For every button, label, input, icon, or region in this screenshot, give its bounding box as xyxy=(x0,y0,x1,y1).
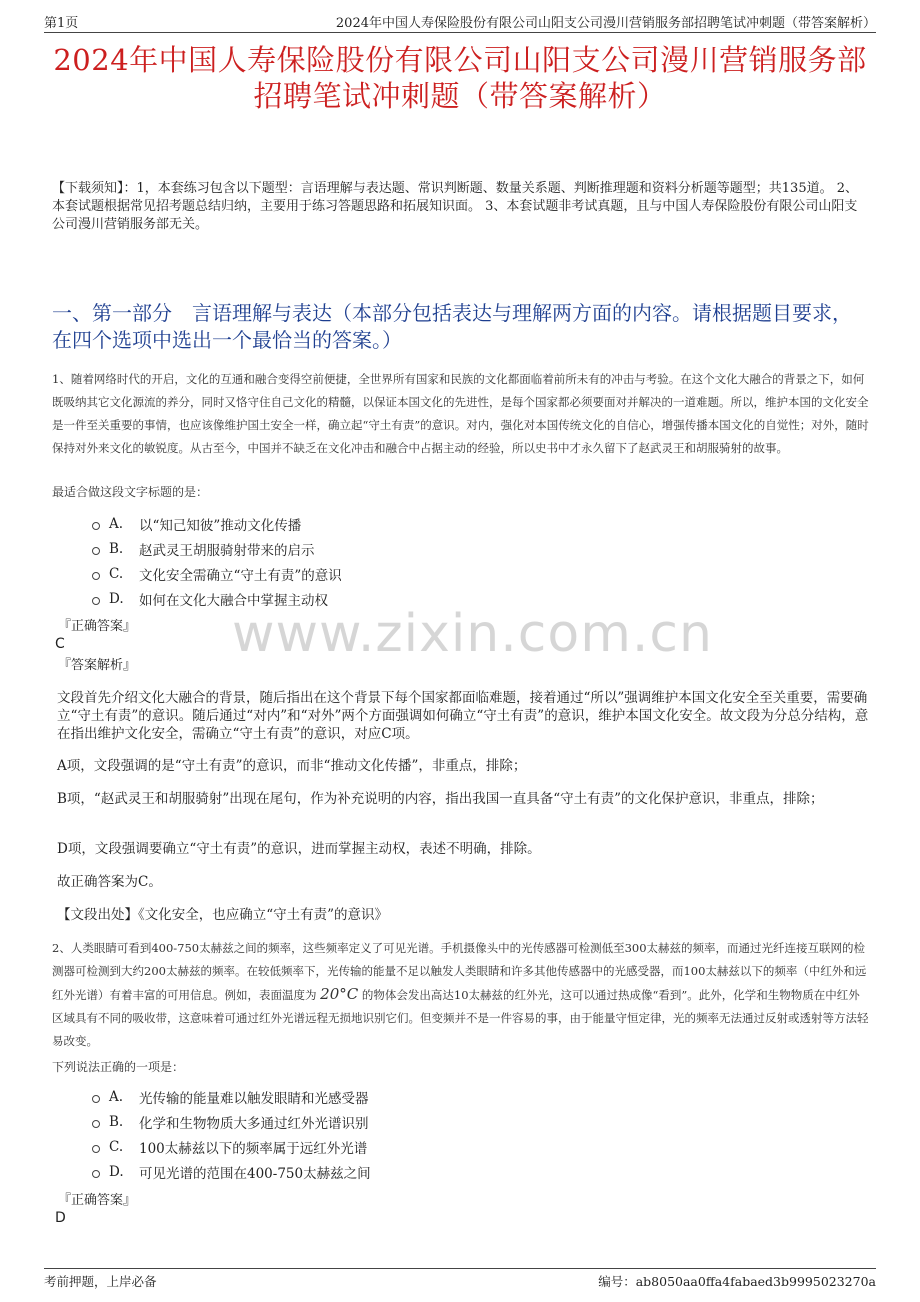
q2-option-b[interactable] xyxy=(92,1109,371,1134)
header-doc-title: 2024年中国人寿保险股份有限公司山阳支公司漫川营销服务部招聘笔试冲刺题（带答案解析） xyxy=(335,16,876,31)
q2-option-d[interactable] xyxy=(92,1159,371,1184)
q2-option-c[interactable] xyxy=(92,1134,371,1159)
radio-icon[interactable] xyxy=(92,1145,100,1153)
footer-slogan: 考前押题，上岸必备 xyxy=(44,1274,157,1289)
radio-icon[interactable] xyxy=(92,522,100,530)
footer-doc-id: 编号：ab8050aa0ffa4fabaed3b9995023270a xyxy=(598,1274,876,1289)
radio-icon[interactable] xyxy=(92,1120,100,1128)
q2-option-a[interactable] xyxy=(92,1084,371,1109)
radio-icon[interactable] xyxy=(92,1170,100,1178)
q1-option-a[interactable] xyxy=(92,511,342,536)
q1-analysis-conclusion: 故正确答案为C。 xyxy=(57,874,162,890)
option-text: 可见光谱的范围在400-750太赫兹之间 xyxy=(139,1165,371,1182)
option-letter: D. xyxy=(109,1163,124,1180)
option-letter: A. xyxy=(109,1088,124,1105)
q1-passage: 1、随着网络时代的开启，文化的互通和融合变得空前便捷，全世界所有国家和民族的文化都面临着前所未有的冲击与考验。在这个文化大融合的背景之下，如何既吸纳其它文化源流的养分，同时又恪守住自己文化的精髓，以保证本国文化的先进性，是每个国家都必须要面对并解决的一道难题。所以，维护本国的文化安全是一件至关重要的事情，也应该像维护国土安全一样，确立起“守土有责”的意识。对内，强化对本国传统文化的自信心，增强传播本国文化的自觉性；对外，随时保持对外来文化的敏锐度。从古至今，中国并不缺乏在文化冲击和融合中占据主动的经验，所以史书中才永久留下了赵武灵王和胡服骑射的故事。 xyxy=(52,372,869,455)
option-letter: C. xyxy=(109,565,124,582)
option-letter: B. xyxy=(109,1113,124,1130)
document-title: 2024年中国人寿保险股份有限公司山阳支公司漫川营销服务部招聘笔试冲刺题（带答案解析） xyxy=(53,43,867,113)
download-notice: 【下载须知】：1，本套练习包含以下题型：言语理解与表达题、常识判断题、数量关系题、判断推理题和资料分析题等题型；共135道。 2、本套试题根据常见招考题总结归纳，主要用于练习答题思路和拓展知识面。 3、本套试题非考试真题，且与中国人寿保险股份有限公司山阳支公司漫川营销服务部无关。 xyxy=(52,181,858,232)
q1-analysis-label: 『答案解析』 xyxy=(58,658,137,673)
page-number: 第1页 xyxy=(44,16,79,31)
option-text: 100太赫兹以下的频率属于远红外光谱 xyxy=(139,1140,368,1157)
q1-options xyxy=(92,511,342,611)
q1-analysis-a: A项，文段强调的是“守土有责”的意识，而非“推动文化传播”，非重点，排除； xyxy=(57,758,527,774)
radio-icon[interactable] xyxy=(92,597,100,605)
q2-answer: D xyxy=(55,1210,66,1226)
q2-stem: 下列说法正确的一项是： xyxy=(52,1060,185,1074)
option-letter: B. xyxy=(109,540,124,557)
q2-passage-part2: 的物体会发出高达10太赫兹的红外光，这可以通过热成像“看到”。此外，化学和生物物质在中红外区域具有不同的吸收带，这意味着可通过红外光谱远程无损地识别它们。但变频并不是一件容易的事，由于能量守恒定律，光的频率无法通过反射或透射等方法轻易改变。 xyxy=(52,988,869,1048)
q1-answer: C xyxy=(55,636,65,652)
q1-answer-label: 『正确答案』 xyxy=(58,619,137,634)
watermark: www.zixin.com.cn xyxy=(232,604,713,664)
q2-passage-part1: 2、人类眼睛可看到400-750太赫兹之间的频率，这些频率定义了可见光谱。手机摄像头中的光传感器可检测低至300太赫兹的频率，而通过光纤连接互联网的检测器可检测到大约200太赫兹的频率。在较低频率下，光传输的能量不足以触发人类眼睛和许多其他传感器中的光感受器，而100太赫兹以下的频率（中红外和远红外光谱）有着丰富的可用信息。例如，表面温度为 xyxy=(52,941,867,1002)
option-text: 以“知己知彼”推动文化传播 xyxy=(139,517,302,534)
q1-analysis-d: D项，文段强调要确立“守土有责”的意识，进而掌握主动权，表述不明确，排除。 xyxy=(57,841,541,857)
option-text: 化学和生物物质大多通过红外光谱识别 xyxy=(139,1115,369,1132)
temperature-value: 20°C xyxy=(320,985,359,1003)
option-text: 赵武灵王胡服骑射带来的启示 xyxy=(139,542,315,559)
option-letter: C. xyxy=(109,1138,124,1155)
option-text: 文化安全需确立“守土有责”的意识 xyxy=(139,567,342,584)
radio-icon[interactable] xyxy=(92,572,100,580)
q2-options xyxy=(92,1084,371,1184)
q2-passage xyxy=(52,937,870,1053)
q1-analysis-summary: 文段首先介绍文化大融合的背景，随后指出在这个背景下每个国家都面临难题，接着通过“所以”强调维护本国文化安全至关重要，需要确立“守土有责”的意识。随后通过“对内”和“对外”两个方面强调如何确立“守土有责”的意识，维护本国文化安全。故文段为分总分结构，意在指出维护文化安全，需确立“守土有责”的意识，对应C项。 xyxy=(57,690,869,742)
option-letter: A. xyxy=(109,515,124,532)
radio-icon[interactable] xyxy=(92,547,100,555)
q1-analysis-b: B项，“赵武灵王和胡服骑射”出现在尾句，作为补充说明的内容，指出我国一直具备“守土有责”的文化保护意识，非重点，排除； xyxy=(57,791,824,807)
option-text: 如何在文化大融合中掌握主动权 xyxy=(139,592,328,609)
q1-option-b[interactable] xyxy=(92,536,342,561)
q1-stem: 最适合做这段文字标题的是： xyxy=(52,485,209,499)
section-heading: 一、第一部分 言语理解与表达（本部分包括表达与理解两方面的内容。请根据题目要求，在四个选项中选出一个最恰当的答案。） xyxy=(52,301,852,352)
q2-answer-label: 『正确答案』 xyxy=(58,1193,137,1208)
radio-icon[interactable] xyxy=(92,1095,100,1103)
q1-source: 【文段出处】《文化安全，也应确立“守土有责”的意识》 xyxy=(57,907,389,923)
option-text: 光传输的能量难以触发眼睛和光感受器 xyxy=(139,1090,369,1107)
option-letter: D. xyxy=(109,590,124,607)
header-divider xyxy=(44,32,876,33)
footer-divider xyxy=(44,1268,876,1269)
q1-option-c[interactable] xyxy=(92,561,342,586)
